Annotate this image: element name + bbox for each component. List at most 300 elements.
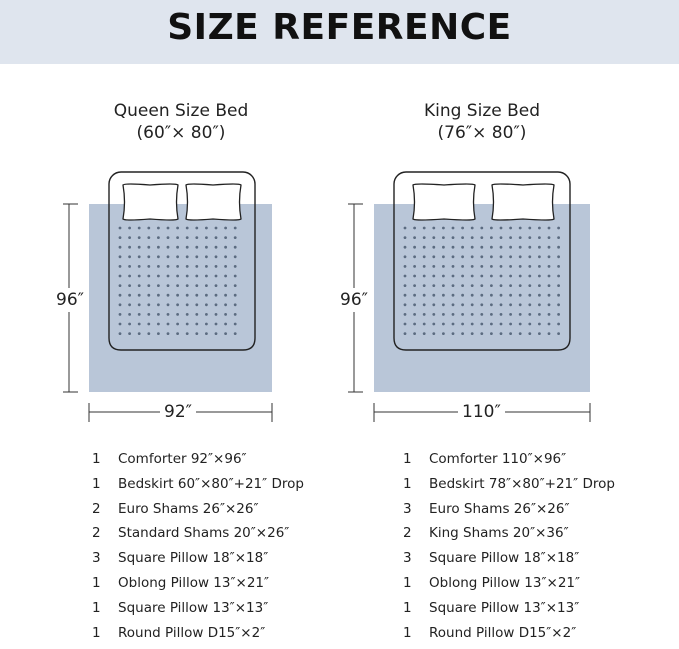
dot — [528, 246, 531, 249]
dot — [500, 294, 503, 297]
dot — [500, 255, 503, 258]
dot — [509, 227, 512, 230]
dot — [500, 313, 503, 316]
dot — [119, 265, 122, 268]
dot — [404, 323, 407, 326]
dot — [195, 255, 198, 258]
dot — [224, 265, 227, 268]
dot — [557, 275, 560, 278]
dot — [480, 227, 483, 230]
dot — [557, 313, 560, 316]
dot — [176, 294, 179, 297]
dot — [224, 323, 227, 326]
dot — [509, 236, 512, 239]
dot — [548, 255, 551, 258]
dot — [234, 236, 237, 239]
dot — [509, 265, 512, 268]
dot — [215, 284, 218, 287]
dot — [557, 332, 560, 335]
dot — [461, 323, 464, 326]
dot — [215, 236, 218, 239]
dot — [442, 313, 445, 316]
dot — [157, 332, 160, 335]
dot — [205, 236, 208, 239]
dot — [404, 275, 407, 278]
list-item: 1 Oblong Pillow 13″×21″ — [403, 574, 581, 591]
list-item: 1 Oblong Pillow 13″×21″ — [92, 574, 270, 591]
list-item: 3 Square Pillow 18″×18″ — [92, 550, 269, 567]
dot — [224, 246, 227, 249]
dot — [538, 323, 541, 326]
dot — [234, 255, 237, 258]
dot — [413, 332, 416, 335]
dot — [147, 332, 150, 335]
dot — [147, 265, 150, 268]
dot — [234, 323, 237, 326]
dot — [413, 294, 416, 297]
list-item: 3 Square Pillow 18″×18″ — [403, 550, 580, 567]
dot — [215, 275, 218, 278]
dot — [167, 246, 170, 249]
dot — [480, 303, 483, 306]
dot — [452, 265, 455, 268]
dot — [423, 275, 426, 278]
dot — [176, 265, 179, 268]
dot — [157, 284, 160, 287]
pillow-icon — [186, 184, 241, 220]
dot — [128, 227, 131, 230]
dot — [519, 265, 522, 268]
king-diagram — [348, 172, 590, 422]
dot — [538, 227, 541, 230]
dot — [432, 332, 435, 335]
list-item: 1 Round Pillow D15″×2″ — [92, 624, 266, 641]
dot — [215, 227, 218, 230]
dot — [205, 294, 208, 297]
dot — [138, 275, 141, 278]
dot — [442, 246, 445, 249]
dot — [557, 284, 560, 287]
dot — [128, 275, 131, 278]
dot — [442, 284, 445, 287]
dot — [432, 265, 435, 268]
dot — [413, 227, 416, 230]
dot — [157, 227, 160, 230]
dot — [205, 323, 208, 326]
list-item: 1 Bedskirt 60″×80″+21″ Drop — [92, 475, 304, 492]
dot — [452, 294, 455, 297]
dot — [500, 323, 503, 326]
dot — [548, 265, 551, 268]
dot — [471, 284, 474, 287]
dot — [195, 275, 198, 278]
dot — [490, 255, 493, 258]
dot — [215, 313, 218, 316]
dot — [490, 236, 493, 239]
dot — [186, 313, 189, 316]
dot — [413, 323, 416, 326]
dot — [452, 246, 455, 249]
dot — [432, 294, 435, 297]
dot — [423, 303, 426, 306]
dot — [224, 303, 227, 306]
dot — [519, 275, 522, 278]
dot — [119, 303, 122, 306]
dot — [128, 255, 131, 258]
dot — [147, 303, 150, 306]
dot — [147, 246, 150, 249]
dot — [461, 246, 464, 249]
dot — [404, 236, 407, 239]
dot — [224, 294, 227, 297]
dot — [157, 275, 160, 278]
dot — [186, 255, 189, 258]
dot — [490, 313, 493, 316]
king-height-label: 96″ — [340, 290, 368, 310]
dot — [557, 246, 560, 249]
dot — [195, 313, 198, 316]
dot — [471, 294, 474, 297]
dot — [461, 255, 464, 258]
dot — [519, 227, 522, 230]
dot — [215, 323, 218, 326]
dot — [128, 246, 131, 249]
dot — [157, 294, 160, 297]
dot — [461, 227, 464, 230]
dot — [176, 323, 179, 326]
dot — [423, 323, 426, 326]
dot — [234, 227, 237, 230]
dot — [538, 246, 541, 249]
dot — [528, 236, 531, 239]
dot — [167, 284, 170, 287]
dot — [423, 227, 426, 230]
dot — [471, 246, 474, 249]
dot — [452, 332, 455, 335]
dot — [548, 313, 551, 316]
dot — [404, 332, 407, 335]
dot — [490, 323, 493, 326]
dot — [557, 236, 560, 239]
dot — [234, 246, 237, 249]
dot — [138, 332, 141, 335]
dot — [500, 303, 503, 306]
dot — [176, 236, 179, 239]
dot — [186, 265, 189, 268]
dot — [480, 255, 483, 258]
dot — [128, 323, 131, 326]
list-item: 2 King Shams 20″×36″ — [403, 525, 569, 542]
dot — [404, 303, 407, 306]
queen-dimensions: (60″× 80″) — [136, 123, 226, 143]
dot — [195, 265, 198, 268]
dot — [186, 294, 189, 297]
dot — [205, 227, 208, 230]
dot — [480, 265, 483, 268]
dot — [452, 313, 455, 316]
dot — [128, 332, 131, 335]
dot — [234, 265, 237, 268]
dot — [195, 227, 198, 230]
dot — [215, 265, 218, 268]
dot — [509, 275, 512, 278]
dot — [528, 323, 531, 326]
dot — [119, 284, 122, 287]
dot — [442, 265, 445, 268]
dot — [471, 227, 474, 230]
dot — [538, 236, 541, 239]
dot — [119, 227, 122, 230]
list-item: 1 Square Pillow 13″×13″ — [92, 599, 269, 616]
dot — [157, 313, 160, 316]
dot — [557, 294, 560, 297]
dot — [423, 313, 426, 316]
dot — [432, 323, 435, 326]
dot — [224, 236, 227, 239]
dot — [186, 227, 189, 230]
dot — [509, 313, 512, 316]
dot — [138, 323, 141, 326]
dot — [413, 275, 416, 278]
dot — [215, 255, 218, 258]
dot — [176, 246, 179, 249]
dot — [413, 284, 416, 287]
dot — [461, 275, 464, 278]
dot — [234, 294, 237, 297]
dot — [205, 275, 208, 278]
dot — [413, 313, 416, 316]
dot — [195, 332, 198, 335]
dot — [432, 303, 435, 306]
dot — [205, 313, 208, 316]
list-item: 3 Euro Shams 26″×26″ — [403, 500, 570, 517]
dot — [538, 303, 541, 306]
dot — [461, 284, 464, 287]
dot — [452, 303, 455, 306]
king-dimensions: (76″× 80″) — [437, 123, 527, 143]
dot — [215, 332, 218, 335]
dot — [423, 284, 426, 287]
dot — [432, 313, 435, 316]
dot — [195, 294, 198, 297]
dot — [205, 255, 208, 258]
king-name: King Size Bed — [423, 101, 541, 121]
dot — [461, 265, 464, 268]
dot — [215, 303, 218, 306]
pillow-icon — [492, 184, 554, 220]
dot — [442, 255, 445, 258]
dot — [538, 332, 541, 335]
list-item: 1 Bedskirt 78″×80″+21″ Drop — [403, 475, 615, 492]
dot — [519, 236, 522, 239]
pillow-icon — [413, 184, 475, 220]
dot — [528, 332, 531, 335]
dot — [205, 284, 208, 287]
king-comforter — [374, 204, 590, 392]
dot — [147, 294, 150, 297]
dot — [548, 303, 551, 306]
dot — [119, 275, 122, 278]
dot — [538, 284, 541, 287]
dot — [234, 332, 237, 335]
dot — [509, 294, 512, 297]
dot — [167, 294, 170, 297]
dot — [461, 313, 464, 316]
dot — [500, 265, 503, 268]
dot — [442, 303, 445, 306]
dot — [557, 303, 560, 306]
dot — [480, 323, 483, 326]
dot — [176, 275, 179, 278]
dot — [500, 275, 503, 278]
dot — [234, 275, 237, 278]
dot — [442, 236, 445, 239]
dot — [490, 227, 493, 230]
dot — [432, 275, 435, 278]
dot — [548, 332, 551, 335]
dot — [519, 255, 522, 258]
dot — [176, 284, 179, 287]
dot — [404, 227, 407, 230]
dot — [138, 265, 141, 268]
list-item: 2 Standard Shams 20″×26″ — [92, 525, 290, 542]
dot — [128, 265, 131, 268]
dot — [186, 236, 189, 239]
dot — [471, 303, 474, 306]
dot — [128, 303, 131, 306]
dot — [509, 303, 512, 306]
queen-name: Queen Size Bed — [113, 101, 249, 121]
dot — [404, 265, 407, 268]
dot — [548, 284, 551, 287]
dot — [413, 246, 416, 249]
dot — [404, 246, 407, 249]
dot — [538, 313, 541, 316]
dot — [413, 303, 416, 306]
dot — [538, 294, 541, 297]
dot — [480, 236, 483, 239]
dot — [404, 313, 407, 316]
dot — [138, 303, 141, 306]
dot — [215, 294, 218, 297]
dot — [423, 332, 426, 335]
dot — [423, 265, 426, 268]
dot — [138, 284, 141, 287]
dot — [509, 323, 512, 326]
dot — [138, 294, 141, 297]
dot — [176, 255, 179, 258]
dot — [128, 313, 131, 316]
dot — [528, 294, 531, 297]
dot — [471, 275, 474, 278]
dot — [548, 323, 551, 326]
dot — [500, 284, 503, 287]
dot — [413, 265, 416, 268]
dot — [490, 332, 493, 335]
dot — [186, 246, 189, 249]
dot — [461, 332, 464, 335]
dot — [186, 284, 189, 287]
dot — [557, 265, 560, 268]
dot — [138, 227, 141, 230]
dot — [128, 236, 131, 239]
dot — [452, 284, 455, 287]
dot — [176, 227, 179, 230]
dot — [176, 332, 179, 335]
dot — [500, 227, 503, 230]
dot — [432, 246, 435, 249]
dot — [205, 246, 208, 249]
dot — [138, 313, 141, 316]
dot — [157, 246, 160, 249]
dot — [195, 236, 198, 239]
dot — [224, 313, 227, 316]
dot — [119, 255, 122, 258]
dot — [147, 323, 150, 326]
dot — [176, 313, 179, 316]
dot — [167, 265, 170, 268]
dot — [404, 255, 407, 258]
dot — [490, 294, 493, 297]
dot — [509, 284, 512, 287]
list-item: 1 Round Pillow D15″×2″ — [403, 624, 577, 641]
dot — [186, 323, 189, 326]
dot — [167, 323, 170, 326]
dot — [519, 332, 522, 335]
dot — [423, 255, 426, 258]
dot — [224, 284, 227, 287]
king-width-label: 110″ — [458, 402, 505, 422]
dot — [128, 294, 131, 297]
dot — [432, 255, 435, 258]
dot — [480, 246, 483, 249]
dot — [557, 227, 560, 230]
page-title: SIZE REFERENCE — [167, 7, 512, 48]
dot — [176, 303, 179, 306]
list-item: 1 Square Pillow 13″×13″ — [403, 599, 580, 616]
queen-comforter — [89, 204, 272, 392]
dot — [480, 284, 483, 287]
queen-height-label: 96″ — [56, 290, 84, 310]
dot — [147, 275, 150, 278]
dot — [147, 255, 150, 258]
dot — [557, 323, 560, 326]
dot — [224, 227, 227, 230]
dot — [557, 255, 560, 258]
dot — [413, 255, 416, 258]
dot — [423, 236, 426, 239]
dot — [538, 255, 541, 258]
dot — [413, 236, 416, 239]
dot — [519, 323, 522, 326]
dot — [500, 246, 503, 249]
dot — [404, 284, 407, 287]
dot — [509, 255, 512, 258]
dot — [471, 265, 474, 268]
dot — [167, 236, 170, 239]
dot — [167, 227, 170, 230]
dot — [147, 236, 150, 239]
dot — [128, 284, 131, 287]
dot — [234, 303, 237, 306]
dot — [452, 255, 455, 258]
dot — [404, 294, 407, 297]
dot — [186, 275, 189, 278]
dot — [538, 275, 541, 278]
dot — [147, 227, 150, 230]
dot — [423, 294, 426, 297]
dot — [157, 236, 160, 239]
